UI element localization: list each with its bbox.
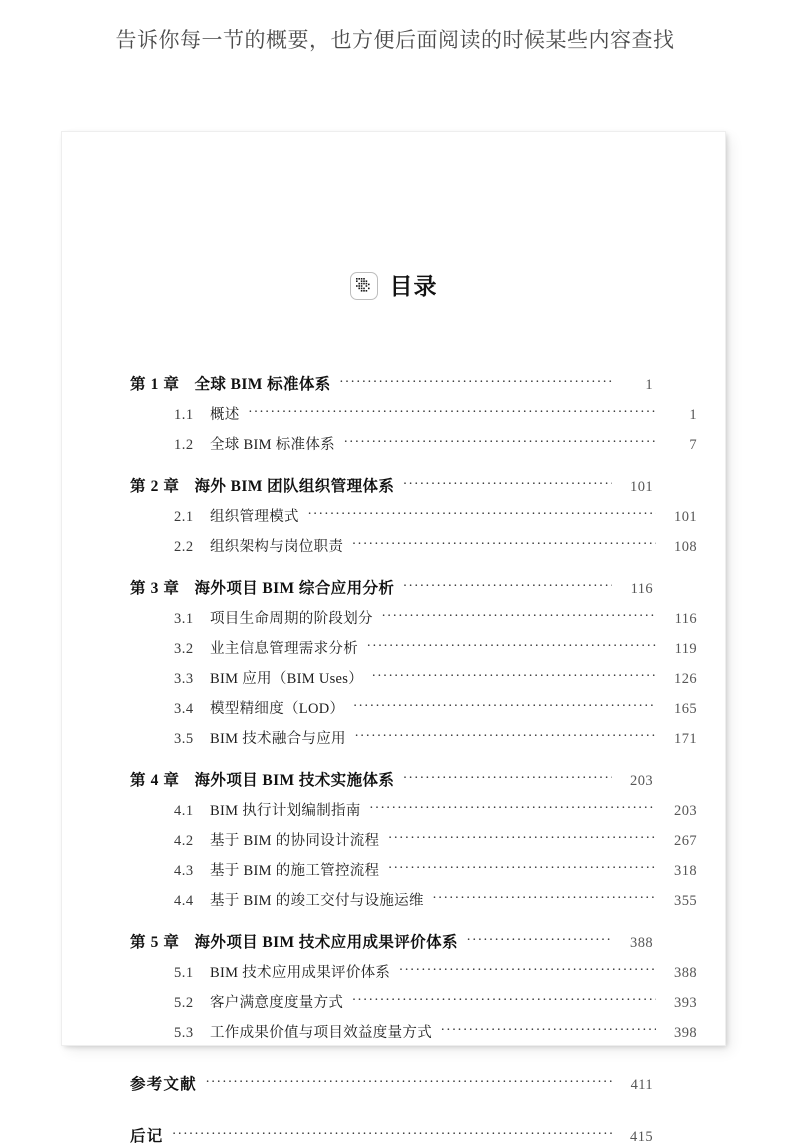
toc-entry-label: 全球 BIM 标准体系 (194, 376, 331, 393)
dot-leader (352, 993, 656, 1008)
toc-entry-number: 3.2 (174, 641, 194, 657)
toc-entry-label: 全球 BIM 标准体系 (210, 437, 335, 453)
toc-entry-backmatter[interactable] (130, 1124, 653, 1146)
toc-entry-section[interactable] (130, 829, 697, 850)
toc-entry-chapter[interactable] (130, 768, 653, 790)
dot-leader (433, 891, 656, 906)
toc-entry-chapter[interactable] (130, 474, 653, 496)
toc-entry-label: 基于 BIM 的协同设计流程 (210, 833, 380, 849)
toc-entry-page-number: 101 (630, 479, 653, 495)
toc-entry-number: 3.4 (174, 701, 194, 717)
toc-entry-chapter[interactable] (130, 576, 653, 598)
toc-entry-section[interactable] (130, 433, 697, 454)
toc-entry-page-number: 393 (674, 995, 697, 1011)
dot-leader (308, 507, 656, 522)
dot-leader (172, 1126, 612, 1142)
dot-leader (367, 639, 656, 654)
toc-entry-section[interactable] (130, 727, 697, 748)
toc-entry-label: BIM 执行计划编制指南 (210, 803, 361, 819)
dot-leader (206, 1074, 612, 1090)
toc-entry-page-number: 126 (674, 671, 697, 687)
dot-leader (355, 729, 656, 744)
toc-entry-page-number: 1 (689, 407, 697, 423)
toc-entry-number: 5.2 (174, 995, 194, 1011)
toc-entry-page-number: 116 (674, 611, 697, 627)
running-header: 告诉你每一节的概要，也方便后面阅读的时候某些内容查找 (115, 29, 675, 52)
toc-entry-page-number: 398 (674, 1025, 697, 1041)
toc-entry-page-number: 415 (630, 1129, 653, 1145)
toc-entry-page-number: 355 (674, 893, 697, 909)
toc-entry-label: 海外项目 BIM 综合应用分析 (194, 580, 395, 597)
dot-leader (372, 669, 656, 684)
toc-entry-page-number: 171 (674, 731, 697, 747)
toc-entry-label: 工作成果价值与项目效益度量方式 (210, 1025, 432, 1041)
toc-entry-section[interactable] (130, 637, 697, 658)
toc-entry-number: 4.2 (174, 833, 194, 849)
toc-entry-label: 概述 (210, 407, 240, 423)
toc-entry-page-number: 388 (630, 935, 653, 951)
toc-entry-section[interactable] (130, 607, 697, 628)
toc-entry-backmatter[interactable] (130, 1072, 653, 1094)
dot-leader (340, 374, 612, 390)
toc-entry-label: 项目生命周期的阶段划分 (210, 611, 373, 627)
toc-entry-list (130, 372, 697, 1146)
dot-leader (370, 801, 656, 816)
toc-entry-page-number: 119 (674, 641, 697, 657)
toc-entry-page-number: 388 (674, 965, 697, 981)
toc-entry-page-number: 267 (674, 833, 697, 849)
toc-entry-label: 基于 BIM 的竣工交付与设施运维 (210, 893, 424, 909)
toc-entry-page-number: 116 (630, 581, 653, 597)
toc-entry-page-number: 1 (645, 377, 653, 393)
toc-entry-number: 3.1 (174, 611, 194, 627)
dot-leader (352, 537, 656, 552)
toc-entry-page-number: 7 (689, 437, 697, 453)
toc-entry-chapter[interactable] (130, 930, 653, 952)
page-title: 目录 (389, 273, 438, 299)
dot-leader (399, 963, 656, 978)
toc-entry-number: 第 5 章 (130, 934, 180, 951)
toc-entry-chapter[interactable] (130, 372, 653, 394)
dot-leader (249, 405, 656, 420)
toc-entry-page-number: 318 (674, 863, 697, 879)
dot-leader (353, 699, 656, 714)
toc-entry-number: 1.1 (174, 407, 194, 423)
dot-leader (388, 861, 656, 876)
toc-entry-page-number: 203 (630, 773, 653, 789)
dot-leader (382, 609, 656, 624)
dot-leader (403, 476, 612, 492)
toc-entry-section[interactable] (130, 889, 697, 910)
toc-entry-label: 参考文献 (130, 1076, 197, 1093)
toc-entry-section[interactable] (130, 991, 697, 1012)
toc-entry-number: 第 1 章 (130, 376, 180, 393)
toc-entry-number: 3.5 (174, 731, 194, 747)
toc-entry-label: BIM 应用（BIM Uses） (210, 671, 364, 687)
toc-entry-number: 2.2 (174, 539, 194, 555)
toc-entry-number: 第 2 章 (130, 478, 180, 495)
toc-entry-number: 5.3 (174, 1025, 194, 1041)
toc-entry-page-number: 101 (674, 509, 697, 525)
toc-entry-number: 5.1 (174, 965, 194, 981)
toc-entry-section[interactable] (130, 1021, 697, 1042)
dot-leader (403, 578, 612, 594)
toc-entry-label: 业主信息管理需求分析 (210, 641, 358, 657)
toc-entry-number: 1.2 (174, 437, 194, 453)
dot-leader (403, 770, 612, 786)
toc-entry-label: 后记 (130, 1128, 164, 1145)
toc-entry-label: 海外项目 BIM 技术实施体系 (194, 772, 395, 789)
toc-entry-page-number: 108 (674, 539, 697, 555)
toc-entry-label: BIM 技术应用成果评价体系 (210, 965, 391, 981)
dot-leader (344, 435, 656, 450)
toc-title-row (62, 272, 725, 300)
toc-entry-section[interactable] (130, 859, 697, 880)
toc-entry-label: 模型精细度（LOD） (210, 701, 345, 717)
toc-entry-label: 组织管理模式 (210, 509, 299, 525)
dot-leader (441, 1023, 656, 1038)
toc-entry-section[interactable] (130, 403, 697, 424)
toc-entry-section[interactable] (130, 697, 697, 718)
toc-entry-number: 2.1 (174, 509, 194, 525)
toc-entry-label: 组织架构与岗位职责 (210, 539, 344, 555)
book-page-sheet (62, 132, 725, 1145)
toc-entry-number: 4.4 (174, 893, 194, 909)
toc-entry-number: 3.3 (174, 671, 194, 687)
toc-entry-section[interactable] (130, 505, 697, 526)
toc-entry-label: 基于 BIM 的施工管控流程 (210, 863, 380, 879)
toc-entry-number: 4.3 (174, 863, 194, 879)
toc-entry-label: 海外 BIM 团队组织管理体系 (194, 478, 395, 495)
toc-entry-number: 4.1 (174, 803, 194, 819)
toc-entry-page-number: 203 (674, 803, 697, 819)
toc-entry-page-number: 165 (674, 701, 697, 717)
toc-entry-label: BIM 技术融合与应用 (210, 731, 346, 747)
toc-entry-page-number: 411 (630, 1077, 653, 1093)
dot-leader (388, 831, 656, 846)
toc-entry-section[interactable] (130, 961, 697, 982)
toc-entry-section[interactable] (130, 799, 697, 820)
toc-entry-number: 第 3 章 (130, 580, 180, 597)
toc-entry-section[interactable] (130, 535, 697, 556)
toc-entry-number: 第 4 章 (130, 772, 180, 789)
dot-leader (467, 932, 612, 948)
toc-pixel-icon (350, 272, 378, 300)
toc-entry-label: 海外项目 BIM 技术应用成果评价体系 (194, 934, 458, 951)
toc-entry-section[interactable] (130, 667, 697, 688)
toc-entry-label: 客户满意度度量方式 (210, 995, 344, 1011)
